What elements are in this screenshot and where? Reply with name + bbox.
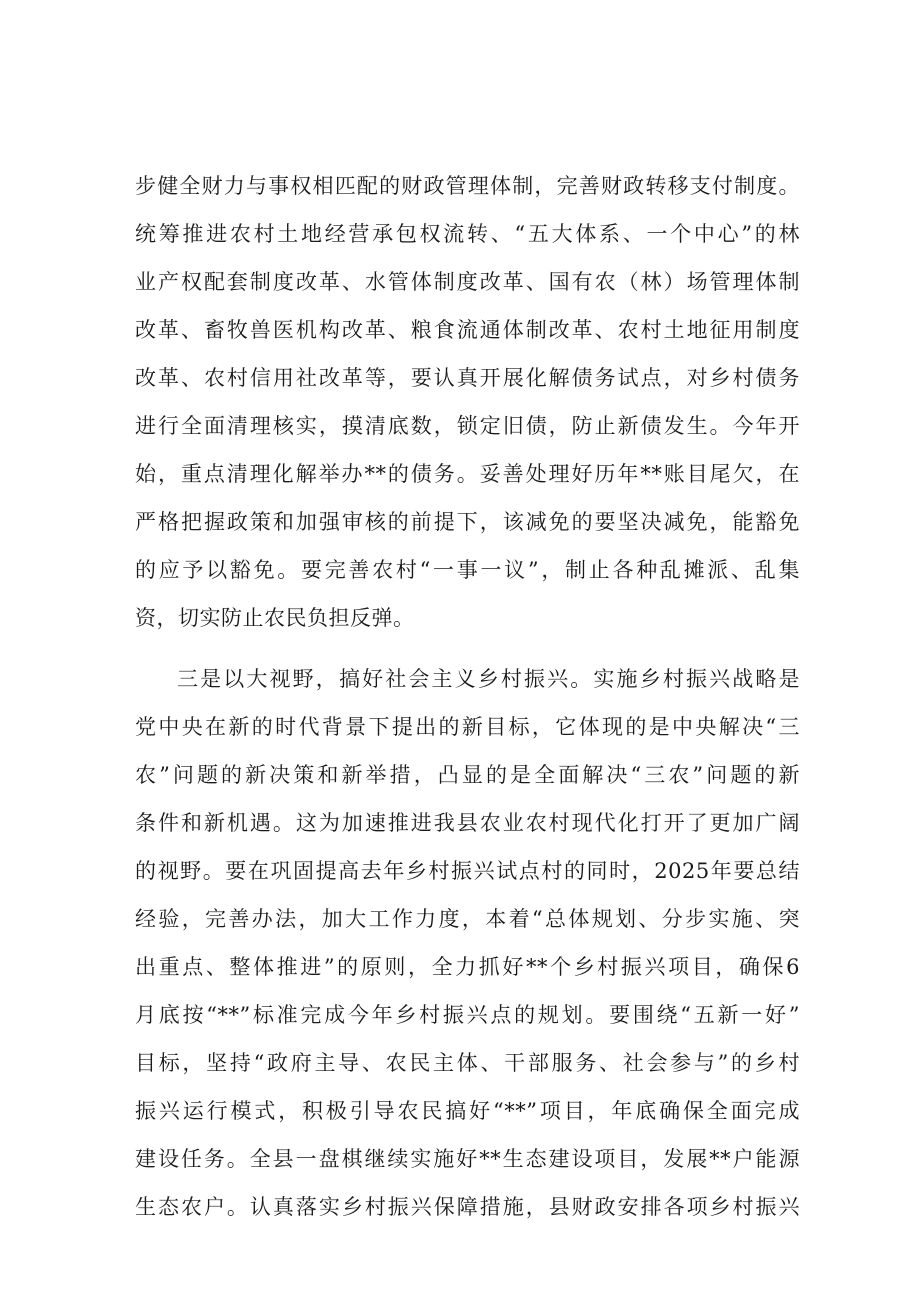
text-line: 的视野。要在巩固提高去年乡村振兴试点村的同时，2025年要总结 <box>135 859 800 883</box>
text-line: 统筹推进农村土地经营承包权流转、“五大体系、一个中心”的林 <box>135 222 800 246</box>
text-line: 经验，完善办法，加大工作力度，本着“总体规划、分步实施、突 <box>135 907 800 931</box>
text-line: 始，重点清理化解举办**的债务。妥善处理好历年**账目尾欠，在 <box>135 462 800 486</box>
paragraph-1 <box>135 162 800 642</box>
text-line: 目标，坚持“政府主导、农民主体、干部服务、社会参与”的乡村 <box>135 1051 800 1075</box>
text-line: 步健全财力与事权相匹配的财政管理体制，完善财政转移支付制度。 <box>135 174 800 198</box>
text-line: 业产权配套制度改革、水管体制度改革、国有农（林）场管理体制 <box>135 270 800 294</box>
text-line: 振兴运行模式，积极引导农民搞好“**”项目，年底确保全面完成 <box>135 1099 800 1123</box>
text-line: 资，切实防止农民负担反弹。 <box>135 606 415 630</box>
body-text <box>135 162 800 1231</box>
text-line: 改革、畜牧兽医机构改革、粮食流通体制改革、农村土地征用制度 <box>135 318 800 342</box>
text-line: 党中央在新的时代背景下提出的新目标，它体现的是中央解决“三 <box>135 715 800 739</box>
text-line: 月底按“**”标准完成今年乡村振兴点的规划。要围绕“五新一好” <box>135 1003 800 1027</box>
text-line: 条件和新机遇。这为加速推进我县农业农村现代化打开了更加广阔 <box>135 811 800 835</box>
text-line: 农”问题的新决策和新举措，凸显的是全面解决“三农”问题的新 <box>135 763 800 787</box>
text-line: 生态农户。认真落实乡村振兴保障措施，县财政安排各项乡村振兴 <box>135 1195 800 1219</box>
paragraph-2 <box>135 655 800 1231</box>
text-line: 的应予以豁免。要完善农村“一事一议”，制止各种乱摊派、乱集 <box>135 558 800 582</box>
text-line: 改革、农村信用社改革等，要认真开展化解债务试点，对乡村债务 <box>135 366 800 390</box>
text-line: 严格把握政策和加强审核的前提下，该减免的要坚决减免，能豁免 <box>135 510 800 534</box>
paragraph-spacer <box>135 642 800 655</box>
text-line: 建设任务。全县一盘棋继续实施好**生态建设项目，发展**户能源 <box>135 1147 800 1171</box>
text-line: 出重点、整体推进”的原则，全力抓好**个乡村振兴项目，确保6 <box>135 955 800 979</box>
text-line: 三是以大视野，搞好社会主义乡村振兴。实施乡村振兴战略是 <box>177 667 800 691</box>
text-line: 进行全面清理核实，摸清底数，锁定旧债，防止新债发生。今年开 <box>135 414 800 438</box>
